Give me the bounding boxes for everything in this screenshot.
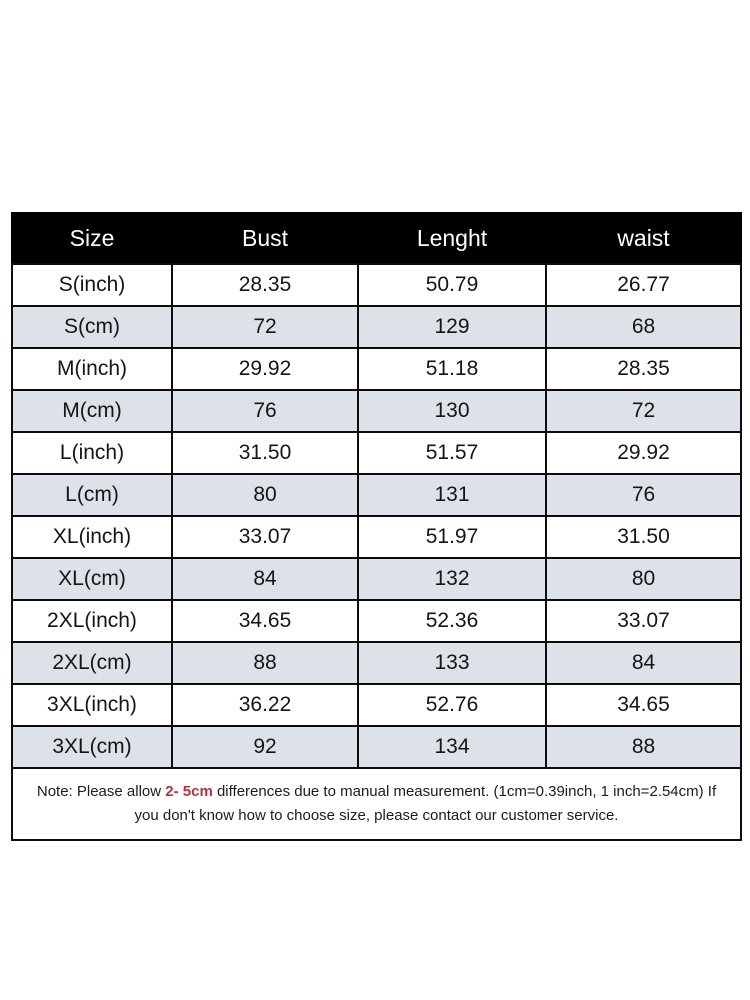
size-label-cell: 2XL(cm) [12, 642, 172, 684]
measurement-value-cell: 51.18 [358, 348, 546, 390]
measurement-value-cell: 31.50 [172, 432, 358, 474]
size-chart-header [12, 213, 741, 264]
size-label-cell: S(inch) [12, 264, 172, 306]
table-row [12, 348, 741, 390]
measurement-value-cell: 33.07 [172, 516, 358, 558]
measurement-value-cell: 88 [546, 726, 741, 768]
measurement-value-cell: 129 [358, 306, 546, 348]
measurement-value-cell: 31.50 [546, 516, 741, 558]
table-row [12, 684, 741, 726]
size-chart-footer [12, 768, 741, 840]
table-row [12, 432, 741, 474]
table-row [12, 474, 741, 516]
measurement-value-cell: 133 [358, 642, 546, 684]
measurement-value-cell: 76 [172, 390, 358, 432]
measurement-value-cell: 28.35 [546, 348, 741, 390]
measurement-value-cell: 68 [546, 306, 741, 348]
column-header-waist: waist [546, 213, 741, 264]
table-row [12, 726, 741, 768]
measurement-value-cell: 34.65 [546, 684, 741, 726]
table-row [12, 516, 741, 558]
table-row [12, 306, 741, 348]
measurement-value-cell: 50.79 [358, 264, 546, 306]
measurement-value-cell: 134 [358, 726, 546, 768]
measurement-value-cell: 72 [546, 390, 741, 432]
measurement-value-cell: 80 [546, 558, 741, 600]
table-row [12, 642, 741, 684]
size-label-cell: XL(cm) [12, 558, 172, 600]
measurement-value-cell: 132 [358, 558, 546, 600]
measurement-value-cell: 29.92 [172, 348, 358, 390]
measurement-note [12, 768, 741, 840]
size-table-body [12, 264, 741, 768]
column-header-length: Lenght [358, 213, 546, 264]
size-label-cell: L(inch) [12, 432, 172, 474]
table-row [12, 264, 741, 306]
measurement-value-cell: 29.92 [546, 432, 741, 474]
measurement-value-cell: 34.65 [172, 600, 358, 642]
size-label-cell: M(inch) [12, 348, 172, 390]
measurement-value-cell: 72 [172, 306, 358, 348]
size-label-cell: 3XL(inch) [12, 684, 172, 726]
measurement-value-cell: 52.36 [358, 600, 546, 642]
header-row [12, 213, 741, 264]
table-row [12, 558, 741, 600]
measurement-value-cell: 76 [546, 474, 741, 516]
measurement-value-cell: 51.57 [358, 432, 546, 474]
measurement-value-cell: 80 [172, 474, 358, 516]
measurement-value-cell: 84 [172, 558, 358, 600]
column-header-bust: Bust [172, 213, 358, 264]
measurement-value-cell: 51.97 [358, 516, 546, 558]
size-label-cell: M(cm) [12, 390, 172, 432]
table-row [12, 600, 741, 642]
measurement-value-cell: 33.07 [546, 600, 741, 642]
measurement-value-cell: 26.77 [546, 264, 741, 306]
size-label-cell: L(cm) [12, 474, 172, 516]
note-tolerance-highlight: 2- 5cm [165, 783, 213, 800]
size-chart-table [11, 212, 742, 841]
note-text-prefix: Note: Please allow [36, 783, 166, 800]
column-header-size: Size [12, 213, 172, 264]
size-label-cell: S(cm) [12, 306, 172, 348]
measurement-value-cell: 131 [358, 474, 546, 516]
measurement-value-cell: 88 [172, 642, 358, 684]
table-row [12, 390, 741, 432]
measurement-value-cell: 92 [172, 726, 358, 768]
measurement-value-cell: 52.76 [358, 684, 546, 726]
measurement-value-cell: 84 [546, 642, 741, 684]
measurement-value-cell: 130 [358, 390, 546, 432]
note-row [12, 768, 741, 840]
size-label-cell: XL(inch) [12, 516, 172, 558]
size-label-cell: 2XL(inch) [12, 600, 172, 642]
note-text-suffix: differences due to manual measurement. (1cm=0.39inch, 1 inch=2.54cm) If you don't know how to choose size, please contact our customer service. [134, 783, 717, 824]
measurement-value-cell: 36.22 [172, 684, 358, 726]
size-label-cell: 3XL(cm) [12, 726, 172, 768]
measurement-value-cell: 28.35 [172, 264, 358, 306]
